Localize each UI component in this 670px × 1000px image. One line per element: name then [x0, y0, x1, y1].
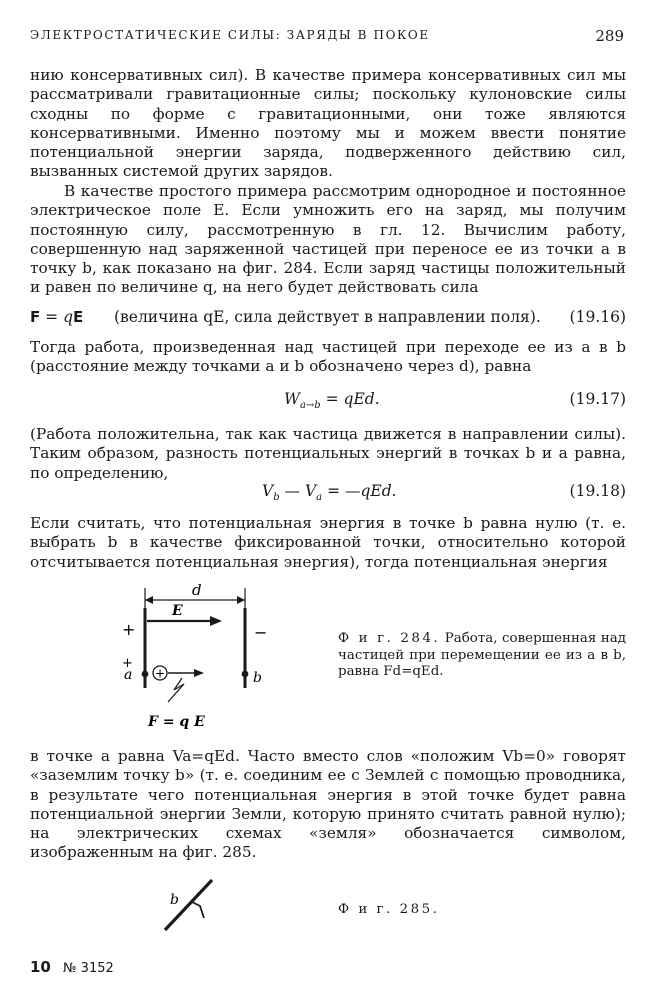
symbol-F: F — [30, 308, 41, 326]
label-charge: + — [155, 666, 166, 681]
equation-19-16 — [30, 308, 626, 330]
label-force: F = q E — [148, 714, 205, 730]
subscript-a: a — [316, 492, 323, 504]
footer-signature — [30, 958, 114, 976]
equation-number-19-16: (19.16) — [569, 308, 626, 326]
ground-connector — [192, 902, 204, 918]
paragraph-3: Тогда работа, произведенная над частицей при переходе ее из a в b (расстояние между точками a и b обозначено через d), равна — [30, 338, 626, 376]
point-b — [242, 671, 249, 678]
paragraph-6: в точке a равна Va=qEd. Часто вместо слов «положим Vb=0» говорят «заземлим точку b» (т. е. соединим ее с Землей с помощью проводника, в результате чего потенциальная энергия в этой точке будет равна потенциальной энергии Земли, которую принято считать равной нулю); на электрических схемах «земля» обозначается символом, изображенным на фиг. 285. — [30, 747, 626, 862]
label-plus-a: + — [122, 656, 133, 671]
force-arrowhead — [194, 669, 204, 677]
distance-arrow-right — [237, 596, 245, 604]
label-a: a — [124, 667, 133, 683]
label-d: d — [192, 581, 202, 599]
equation-comment: (величина qE, сила действует в направлении поля). — [114, 308, 541, 326]
distance-arrow-left — [145, 596, 153, 604]
order-number: № 3152 — [63, 961, 114, 976]
figure-285-ground-symbol — [160, 868, 230, 938]
paragraph-5: Если считать, что потенциальная энергия в точке b равна нулю (т. е. выбрать b в качестве фиксированной точки, относительно которой отсчитывается потенциальная энергия), тогда потенциальная энергия — [30, 514, 626, 571]
field-arrowhead — [210, 616, 222, 626]
figure-284-caption — [338, 631, 626, 681]
formula-19-16 — [30, 308, 83, 326]
figure-284-diagram — [110, 578, 300, 738]
label-b: b — [253, 670, 262, 686]
subscript-b: b — [273, 492, 280, 504]
label-b-ground: b — [170, 892, 179, 908]
page-number: 289 — [595, 27, 624, 45]
formula-19-18 — [262, 482, 397, 503]
caption-284-prefix: Ф и г. 284. — [338, 631, 441, 646]
label-minus: − — [254, 623, 268, 642]
symbol-E: E — [73, 308, 84, 326]
symbol-Va: V — [304, 482, 317, 500]
equation-number-19-18: (19.18) — [569, 482, 626, 500]
rhs-minus-qEd: = —qEd. — [322, 482, 397, 500]
figure-285-caption: Ф и г. 285. — [338, 902, 440, 917]
rhs-qEd: = qEd. — [320, 390, 380, 408]
label-plus-top: + — [122, 620, 136, 639]
symbol-Vb: V — [262, 482, 274, 500]
symbol-q: q — [63, 308, 74, 326]
equation-19-18 — [30, 482, 626, 504]
caption-284-text: Работа, совершенная над частицей при перемещении ее из a в b, равна Fd=qEd. — [338, 631, 626, 680]
paragraph-2: В качестве простого примера рассмотрим однородное и постоянное электрическое поле E. Если умножить его на заряд, мы получим постоянную силу, рассмотренную в гл. 12. Вычислим работу, совершенную над заряженной частицей при переносе ее из точки a в точку b, как показано на фиг. 284. Если заряд частицы положительный и равен по величине q, на него будет действовать сила — [30, 182, 626, 297]
subscript-a-to-b: a→b — [299, 400, 321, 412]
running-title: ЭЛЕКТРОСТАТИЧЕСКИЕ СИЛЫ: ЗАРЯДЫ В ПОКОЕ — [30, 28, 430, 42]
equation-number-19-17: (19.17) — [569, 390, 626, 408]
running-header — [30, 28, 624, 48]
symbol-W: W — [284, 390, 300, 408]
force-pointer — [168, 678, 184, 702]
formula-19-17 — [284, 390, 380, 411]
point-a — [142, 671, 149, 678]
label-E: E — [172, 603, 183, 619]
signature-number: 10 — [30, 958, 51, 976]
equals-sign: = — [40, 308, 64, 326]
paragraph-4: (Работа положительна, так как частица движется в направлении силы). Таким образом, разность потенциальных энергий в точках b и a равна, по определению, — [30, 425, 626, 482]
paragraph-1: нию консервативных сил). В качестве примера консервативных сил мы рассматривали гравитационные силы; поскольку кулоновские силы сходны по форме с гравитационными, они тоже являются консервативными. Именно поэтому мы и можем ввести понятие потенциальной энергии заряда, подверженного действию сил, вызванных системой других зарядов. — [30, 66, 626, 181]
minus-sign: — — [279, 482, 305, 500]
equation-19-17 — [30, 390, 626, 412]
